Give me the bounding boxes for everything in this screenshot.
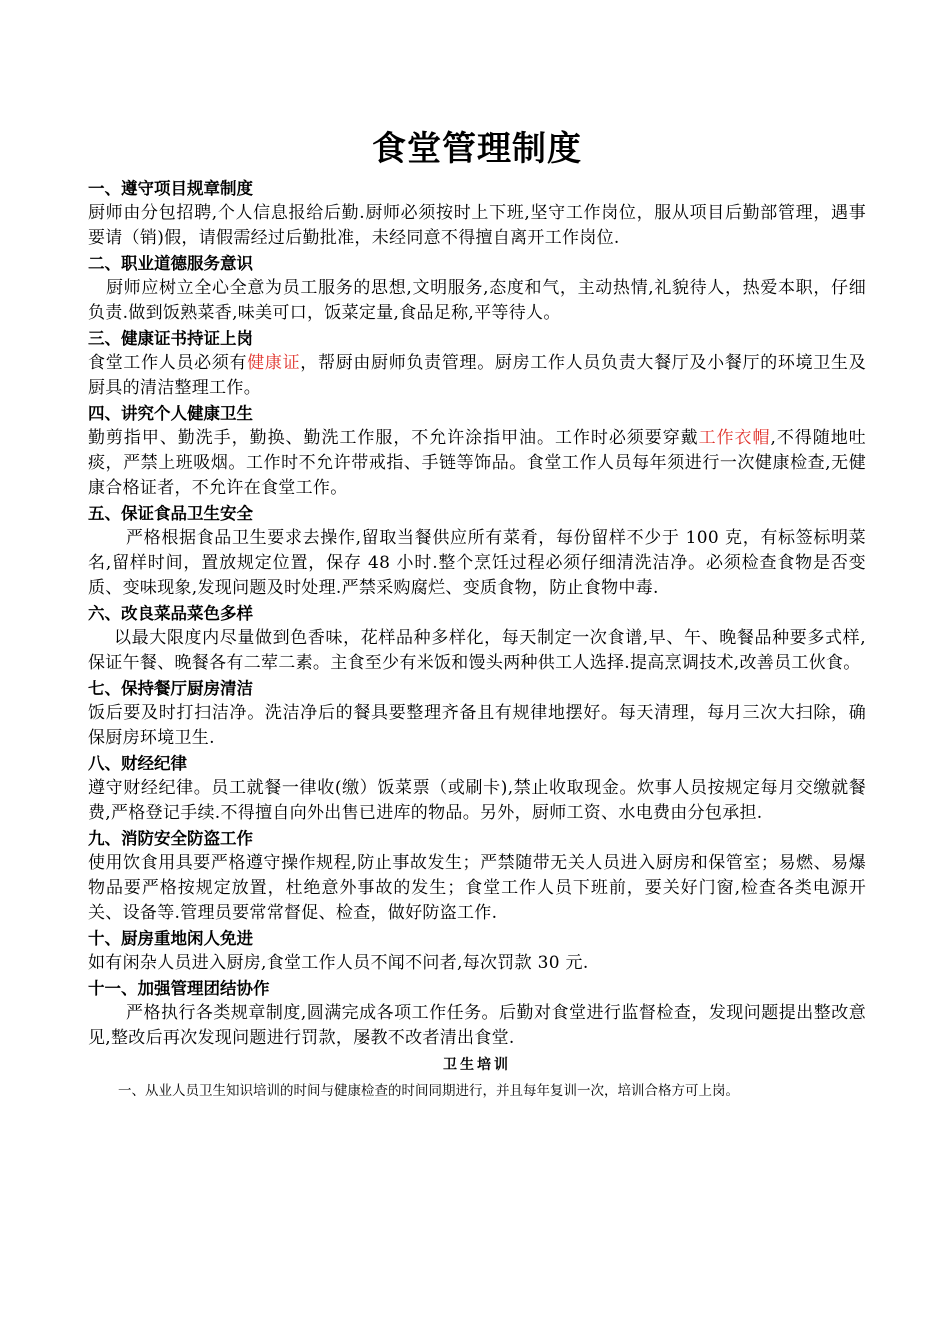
section-8 [88, 751, 866, 826]
section-body: 遵守财经纪律。员工就餐一律收(缴）饭菜票（或刷卡),禁止收取现金。炊事人员按规定每月交缴就餐费,严格登记手续.不得擅自向外出售已进库的物品。另外，厨师工资、水电费由分包承担. [88, 778, 866, 823]
section-heading: 三、健康证书持证上岗 [88, 329, 253, 348]
section-body: 严格根据食品卫生要求去操作,留取当餐供应所有菜肴，每份留样不少于 100 克，有标签标明菜名,留样时间，置放规定位置，保存 48 小时.整个烹饪过程必须仔细清洗洁净。必须检查食物是否变质、变味现象,发现问题及时处理.严禁采购腐烂、变质食物，防止食物中毒. [88, 528, 866, 598]
body-text: ,不得随地吐痰，严禁上班吸烟。工作时不允许带戒指、手链等饰品。食堂工作人员每年须进行一次健康检查,无健康合格证者，不允许在食堂工作。 [88, 428, 866, 498]
section-7 [88, 676, 866, 751]
section-body: 严格执行各类规章制度,圆满完成各项工作任务。后勤对食堂进行监督检查，发现问题提出整改意见,整改后再次发现问题进行罚款，屡教不改者清出食堂. [88, 1003, 866, 1048]
section-3 [88, 326, 866, 401]
highlighted-term: 工作衣帽 [698, 428, 771, 448]
training-section [88, 1051, 866, 1103]
section-body: 饭后要及时打扫洁净。洗洁净后的餐具要整理齐备且有规律地摆好。每天清理，每月三次大扫除，确保厨房环境卫生. [88, 703, 866, 748]
page-title: 食堂管理制度 [372, 129, 582, 169]
section-heading: 七、保持餐厅厨房清洁 [88, 679, 253, 698]
section-10 [88, 926, 866, 976]
section-2 [88, 251, 866, 326]
section-body: 厨师应树立全心全意为员工服务的思想,文明服务,态度和气，主动热情,礼貌待人，热爱本职，仔细负责.做到饭熟菜香,味美可口，饭菜定量,食品足称,平等待人。 [88, 278, 866, 323]
highlighted-term: 健康证 [247, 353, 301, 373]
section-9 [88, 826, 866, 926]
training-title: 卫生培训 [443, 1057, 511, 1073]
body-text: 食堂工作人员必须有 [88, 353, 248, 373]
section-4 [88, 401, 866, 501]
section-body: 厨师由分包招聘,个人信息报给后勤.厨师必须按时上下班,坚守工作岗位，服从项目后勤部管理，遇事要请（销)假，请假需经过后勤批准，未经同意不得擅自离开工作岗位. [88, 203, 866, 248]
section-body [88, 426, 866, 501]
training-body: 一、从业人员卫生知识培训的时间与健康检查的时间同期进行，并且每年复训一次，培训合格方可上岗。 [118, 1083, 739, 1099]
section-body: 以最大限度内尽量做到色香味，花样品种多样化，每天制定一次食谱,早、午、晚餐品种要多式样,保证午餐、晚餐各有二荤二素。主食至少有米饭和馒头两种供工人选择.提高烹调技术,改善员工伙食。 [88, 628, 866, 673]
section-heading: 十、厨房重地闲人免进 [88, 929, 253, 948]
section-heading: 二、职业道德服务意识 [88, 254, 253, 273]
section-body: 使用饮食用具要严格遵守操作规程,防止事故发生；严禁随带无关人员进入厨房和保管室；易燃、易爆物品要严格按规定放置，杜绝意外事故的发生；食堂工作人员下班前，要关好门窗,检查各类电源开关、设备等.管理员要常常督促、检查，做好防盗工作. [88, 853, 866, 923]
section-body [88, 351, 866, 401]
section-1 [88, 176, 866, 251]
section-heading: 八、财经纪律 [88, 754, 187, 773]
section-6 [88, 601, 866, 676]
body-text: 勤剪指甲、勤洗手，勤换、勤洗工作服，不允许涂指甲油。工作时必须要穿戴 [88, 428, 699, 448]
document-page [88, 122, 866, 1103]
section-heading: 五、保证食品卫生安全 [88, 504, 253, 523]
section-body: 如有闲杂人员进入厨房,食堂工作人员不闻不问者,每次罚款 30 元. [88, 953, 589, 973]
section-heading: 十一、加强管理团结协作 [88, 979, 270, 998]
body-text: ，帮厨由厨师负责管理。厨房工作人员负责大餐厅及小餐厅的环境卫生及厨具的清洁整理工作。 [88, 353, 866, 398]
section-heading: 一、遵守项目规章制度 [88, 179, 253, 198]
section-5 [88, 501, 866, 601]
section-11 [88, 976, 866, 1051]
section-heading: 六、改良菜品菜色多样 [88, 604, 253, 623]
section-heading: 九、消防安全防盗工作 [88, 829, 253, 848]
section-heading: 四、讲究个人健康卫生 [88, 404, 253, 423]
